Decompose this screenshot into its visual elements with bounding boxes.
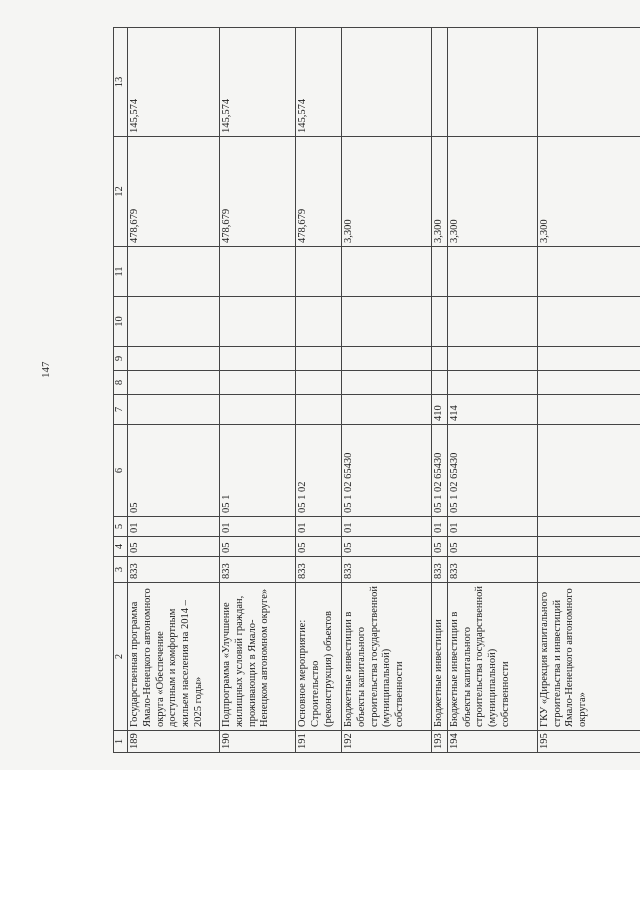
cell-col10 [342,297,432,347]
table-row [220,28,296,753]
budget-table [113,27,640,753]
cell-col3: 833 [128,557,220,583]
cell-col13: 145,574 [128,28,220,137]
cell-col6: 05 1 02 65430 [342,425,432,517]
cell-col7 [296,395,342,425]
cell-col3: 833 [432,557,448,583]
column-header: 1 [114,731,128,753]
cell-col7: 410 [432,395,448,425]
row-number: 195 [537,731,640,753]
cell-col6: 05 1 02 65430 [447,425,537,517]
cell-col7 [220,395,296,425]
cell-col6 [537,425,640,517]
cell-col12: 478,679 [128,137,220,247]
table-row [342,28,432,753]
cell-col5: 01 [432,517,448,537]
column-header: 11 [114,247,128,297]
cell-col11 [432,247,448,297]
cell-col10 [128,297,220,347]
column-header: 3 [114,557,128,583]
cell-col10 [296,297,342,347]
page-number: 147 [40,361,52,378]
cell-col10 [220,297,296,347]
cell-col10 [432,297,448,347]
cell-col5: 01 [342,517,432,537]
column-header: 5 [114,517,128,537]
row-number: 190 [220,731,296,753]
row-name: Бюджетные инвестиции в объекты капитального строительства государственной (муниципальной) собственности [342,583,432,731]
cell-col12: 3,300 [447,137,537,247]
cell-col13 [537,28,640,137]
cell-col6: 05 1 02 [296,425,342,517]
cell-col12: 478,679 [220,137,296,247]
cell-col9 [537,347,640,371]
column-header: 9 [114,347,128,371]
column-header: 4 [114,537,128,557]
cell-col5: 01 [447,517,537,537]
cell-col4 [537,537,640,557]
row-name: Бюджетные инвестиции в объекты капитального строительства государственной (муниципальной) собственности [447,583,537,731]
cell-col4: 05 [342,537,432,557]
cell-col12: 478,679 [296,137,342,247]
column-header: 12 [114,137,128,247]
cell-col8 [432,371,448,395]
row-name: Государственная программа Ямало-Ненецкого автономного округа «Обеспечение доступным и комфортным жильем населения на 2014 – 2025 годы» [128,583,220,731]
cell-col5: 01 [296,517,342,537]
rotated-table-wrapper [113,28,638,753]
cell-col6: 05 1 02 65430 [432,425,448,517]
cell-col8 [447,371,537,395]
cell-col7 [128,395,220,425]
cell-col13: 145,574 [296,28,342,137]
row-number: 191 [296,731,342,753]
row-name: Основное мероприятие: Строительство (реконструкция) объектов [296,583,342,731]
cell-col4: 05 [128,537,220,557]
cell-col9 [447,347,537,371]
cell-col8 [537,371,640,395]
cell-col6: 05 [128,425,220,517]
cell-col8 [342,371,432,395]
cell-col3: 833 [342,557,432,583]
cell-col11 [447,247,537,297]
row-number: 193 [432,731,448,753]
cell-col3: 833 [296,557,342,583]
column-header: 7 [114,395,128,425]
cell-col4: 05 [220,537,296,557]
cell-col12: 3,300 [432,137,448,247]
column-header: 2 [114,583,128,731]
cell-col10 [537,297,640,347]
cell-col11 [128,247,220,297]
row-number: 189 [128,731,220,753]
cell-col11 [537,247,640,297]
cell-col13: 145,574 [220,28,296,137]
cell-col9 [220,347,296,371]
cell-col9 [128,347,220,371]
cell-col9 [296,347,342,371]
cell-col9 [342,347,432,371]
cell-col8 [220,371,296,395]
row-name: Подпрограмма «Улучшение жилищных условий граждан, проживающих в Ямало-Ненецком автономном округе» [220,583,296,731]
table-row [447,28,537,753]
cell-col11 [342,247,432,297]
row-name: ГКУ «Дирекция капитального строительства и инвестиций Ямало-Ненецкого автономного округа» [537,583,640,731]
cell-col4: 05 [432,537,448,557]
row-number: 192 [342,731,432,753]
cell-col11 [220,247,296,297]
cell-col10 [447,297,537,347]
column-header: 6 [114,425,128,517]
cell-col9 [432,347,448,371]
table-row [296,28,342,753]
cell-col4: 05 [447,537,537,557]
table-row [537,28,640,753]
row-number: 194 [447,731,537,753]
cell-col13 [342,28,432,137]
cell-col13 [447,28,537,137]
column-header: 8 [114,371,128,395]
table-row [128,28,220,753]
cell-col6: 05 1 [220,425,296,517]
cell-col13 [432,28,448,137]
cell-col7: 414 [447,395,537,425]
cell-col5 [537,517,640,537]
cell-col12: 3,300 [537,137,640,247]
cell-col8 [296,371,342,395]
cell-col5: 01 [220,517,296,537]
column-header: 13 [114,28,128,137]
row-name: Бюджетные инвестиции [432,583,448,731]
header-row [114,28,128,753]
cell-col7 [342,395,432,425]
table-row [432,28,448,753]
cell-col3: 833 [220,557,296,583]
column-header: 10 [114,297,128,347]
cell-col7 [537,395,640,425]
cell-col12: 3,300 [342,137,432,247]
cell-col5: 01 [128,517,220,537]
cell-col3 [537,557,640,583]
cell-col4: 05 [296,537,342,557]
cell-col8 [128,371,220,395]
cell-col3: 833 [447,557,537,583]
cell-col11 [296,247,342,297]
